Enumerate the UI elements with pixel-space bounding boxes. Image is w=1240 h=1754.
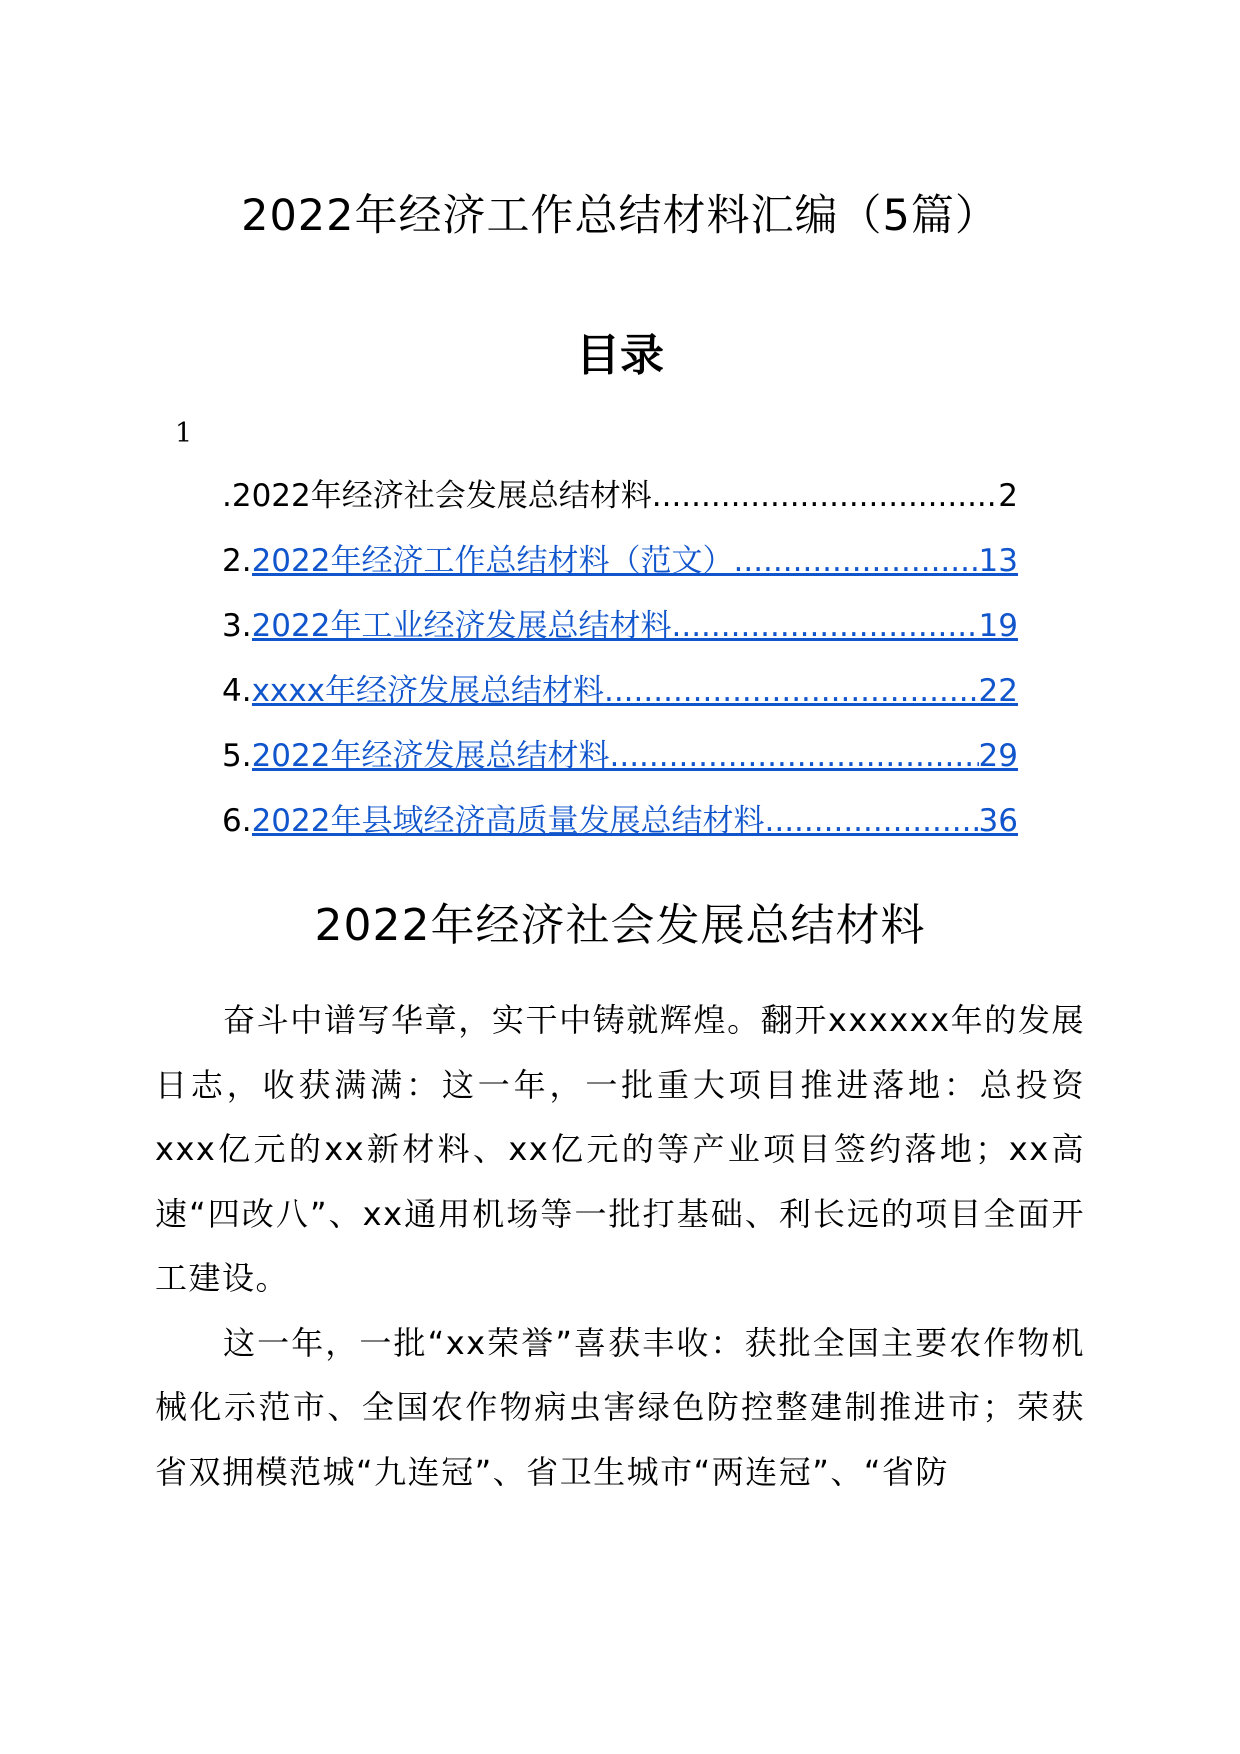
toc-entry-title: 2022年经济工作总结材料（范文）: [251, 543, 734, 579]
toc-entry-title: .2022年经济社会发展总结材料: [222, 478, 652, 514]
toc-entry[interactable]: [222, 799, 1018, 864]
body-paragraph: 奋斗中谱写华章，实干中铸就辉煌。翻开xxxxxx年的发展日志，收获满满：这一年，一批重大项目推进落地：总投资xxx亿元的xx新材料、xx亿元的等产业项目签约落地；xx高速“四改八”、xx通用机场等一批打基础、利长远的项目全面开工建设。: [155, 1001, 1085, 1297]
toc-entry-number: 3.: [222, 608, 252, 644]
toc-entry[interactable]: [222, 669, 1018, 734]
toc-entry-title: 2022年经济发展总结材料: [251, 738, 610, 774]
toc-entry-link[interactable]: [252, 539, 1018, 583]
toc-leader-dots: [604, 669, 979, 713]
toc-leader-dots: [671, 604, 978, 648]
toc-entry-number: 6.: [222, 803, 252, 839]
toc-entry-number: 2.: [222, 543, 252, 579]
toc-entry-link[interactable]: [252, 669, 1018, 713]
toc-stray-number: 1: [175, 418, 193, 449]
toc-entry-link[interactable]: [252, 799, 1018, 843]
table-of-contents: [222, 474, 1018, 864]
section-title: 2022年经济社会发展总结材料: [314, 900, 926, 951]
toc-entry-number: 5.: [222, 738, 252, 774]
toc-leader-dots: [764, 799, 978, 843]
section-body: [155, 988, 1085, 1504]
toc-entry-page: 13: [978, 543, 1018, 579]
toc-leader-dots: [609, 734, 978, 778]
toc-entry-link[interactable]: [222, 474, 1018, 518]
toc-entry[interactable]: [222, 734, 1018, 799]
document-title: 2022年经济工作总结材料汇编（5篇）: [241, 191, 999, 241]
body-paragraph: 这一年，一批“xx荣誉”喜获丰收：获批全国主要农作物机械化示范市、全国农作物病虫害绿色防控整建制推进市；荣获省双拥模范城“九连冠”、省卫生城市“两连冠”、“省防: [155, 1323, 1085, 1491]
toc-leader-dots: [733, 539, 978, 583]
toc-entry-link[interactable]: [252, 734, 1018, 778]
toc-entry-page: 36: [978, 803, 1018, 839]
toc-heading: 目录: [576, 330, 664, 381]
toc-entry-page: 29: [978, 738, 1018, 774]
toc-entry-title: 2022年县域经济高质量发展总结材料: [251, 803, 765, 839]
toc-entry-link[interactable]: [252, 604, 1018, 648]
toc-entry-title: 2022年工业经济发展总结材料: [251, 608, 672, 644]
toc-entry[interactable]: [222, 474, 1018, 539]
toc-leader-dots: [652, 474, 999, 518]
toc-entry[interactable]: [222, 604, 1018, 669]
toc-entry-page: 22: [978, 673, 1018, 709]
toc-entry-page: 2: [998, 478, 1018, 514]
toc-entry[interactable]: [222, 539, 1018, 604]
toc-entry-title: xxxx年经济发展总结材料: [251, 673, 604, 709]
toc-entry-number: 4.: [222, 673, 252, 709]
toc-entry-page: 19: [978, 608, 1018, 644]
